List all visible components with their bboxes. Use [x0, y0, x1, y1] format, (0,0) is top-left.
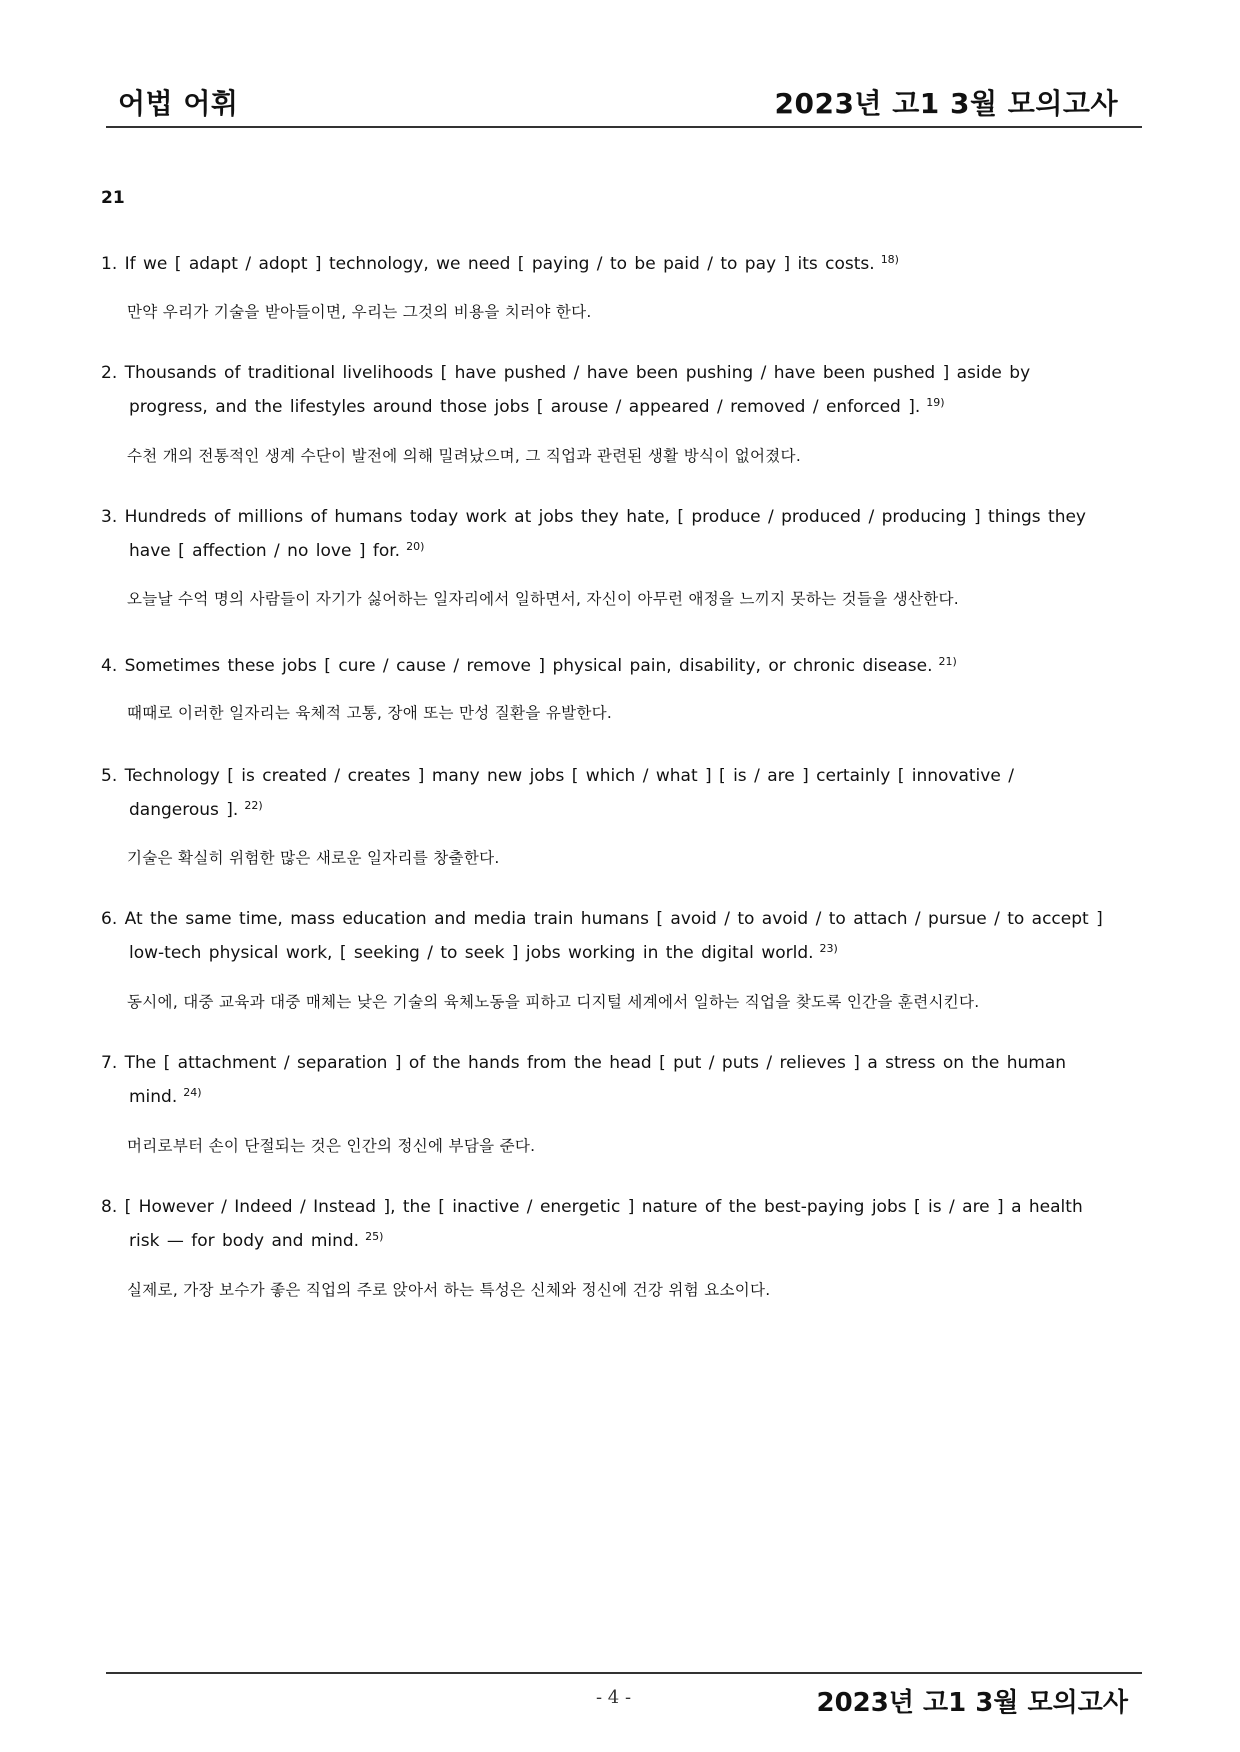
korean-translation: 기술은 확실히 위험한 많은 새로운 일자리를 창출한다. [127, 849, 500, 867]
item-text: low-tech physical work, [ seeking / to seek ] jobs working in the digital world. [129, 943, 814, 963]
item-text: 6. At the same time, mass education and media train humans [ avoid / to avoid / to attach / pursue / to accept ] [101, 909, 1103, 929]
question-item [101, 358, 1151, 422]
item-text: dangerous ]. [129, 800, 239, 820]
item-text-line2 [101, 791, 1151, 825]
korean-translation: 머리로부터 손이 단절되는 것은 인간의 정신에 부담을 준다. [127, 1137, 536, 1155]
question-item [101, 647, 1151, 681]
footnote-marker: 19) [926, 396, 945, 409]
header-exam-title: 2023년 고1 3월 모의고사 [774, 87, 1118, 120]
footnote-marker: 18) [880, 253, 899, 266]
header-divider [106, 126, 1142, 128]
item-text-line1 [101, 904, 1151, 934]
item-text: have [ affection / no love ] for. [129, 541, 401, 561]
item-text: 7. The [ attachment / separation ] of the hands from the head [ put / puts / relieves ] a stress on the human [101, 1053, 1067, 1073]
korean-translation: 만약 우리가 기술을 받아들이면, 우리는 그것의 비용을 치러야 한다. [127, 303, 592, 321]
question-item [101, 1192, 1151, 1256]
item-text: 8. [ However / Indeed / Instead ], the [ inactive / energetic ] nature of the best-paying jobs [ is / are ] a health [101, 1197, 1083, 1217]
item-text-line1 [101, 761, 1151, 791]
footer-divider [106, 1672, 1142, 1674]
item-text-line1 [101, 1048, 1151, 1078]
item-text: 1. If we [ adapt / adopt ] technology, we need [ paying / to be paid / to pay ] its costs. [101, 254, 875, 274]
item-text: mind. [129, 1087, 178, 1107]
item-text-line1 [101, 502, 1151, 532]
footer-exam-title: 2023년 고1 3월 모의고사 [816, 1688, 1128, 1718]
item-text: progress, and the lifestyles around those jobs [ arouse / appeared / removed / enforced ]. [129, 397, 921, 417]
question-number: 21 [101, 188, 125, 208]
korean-translation: 실제로, 가장 보수가 좋은 직업의 주로 앉아서 하는 특성은 신체와 정신에 건강 위험 요소이다. [127, 1281, 771, 1299]
question-item [101, 1048, 1151, 1112]
question-item [101, 245, 1151, 279]
question-item [101, 904, 1151, 968]
item-text-line1 [101, 1192, 1151, 1222]
korean-translation: 때때로 이러한 일자리는 육체적 고통, 장애 또는 만성 질환을 유발한다. [127, 704, 613, 722]
item-text: 3. Hundreds of millions of humans today work at jobs they hate, [ produce / produced / producing ] things they [101, 507, 1086, 527]
item-text: 5. Technology [ is created / creates ] many new jobs [ which / what ] [ is / are ] certainly [ innovative / [101, 766, 1014, 786]
item-text: 4. Sometimes these jobs [ cure / cause / remove ] physical pain, disability, or chronic disease. [101, 656, 933, 676]
question-item [101, 761, 1151, 825]
footnote-marker: 24) [183, 1086, 202, 1099]
item-text: 2. Thousands of traditional livelihoods [ have pushed / have been pushing / have been pushed ] aside by [101, 363, 1031, 383]
item-text-line2 [101, 1222, 1151, 1256]
item-text-line2 [101, 388, 1151, 422]
item-text: risk — for body and mind. [129, 1231, 360, 1251]
item-text-line1 [101, 245, 1151, 279]
item-text-line2 [101, 1078, 1151, 1112]
footnote-marker: 21) [938, 655, 957, 668]
footnote-marker: 20) [406, 540, 425, 553]
korean-translation: 오늘날 수억 명의 사람들이 자기가 싫어하는 일자리에서 일하면서, 자신이 아무런 애정을 느끼지 못하는 것들을 생산한다. [127, 590, 960, 608]
page-number: - 4 - [596, 1687, 632, 1708]
item-text-line2 [101, 532, 1151, 566]
item-text-line2 [101, 934, 1151, 968]
item-text-line1 [101, 358, 1151, 388]
item-text-line1 [101, 647, 1151, 681]
korean-translation: 동시에, 대중 교육과 대중 매체는 낮은 기술의 육체노동을 피하고 디지털 세계에서 일하는 직업을 찾도록 인간을 훈련시킨다. [127, 993, 980, 1011]
header-section-title: 어법 어휘 [118, 87, 239, 120]
korean-translation: 수천 개의 전통적인 생계 수단이 발전에 의해 밀려났으며, 그 직업과 관련된 생활 방식이 없어졌다. [127, 447, 802, 465]
footnote-marker: 25) [365, 1230, 384, 1243]
footnote-marker: 23) [819, 942, 838, 955]
question-item [101, 502, 1151, 566]
footnote-marker: 22) [244, 799, 263, 812]
